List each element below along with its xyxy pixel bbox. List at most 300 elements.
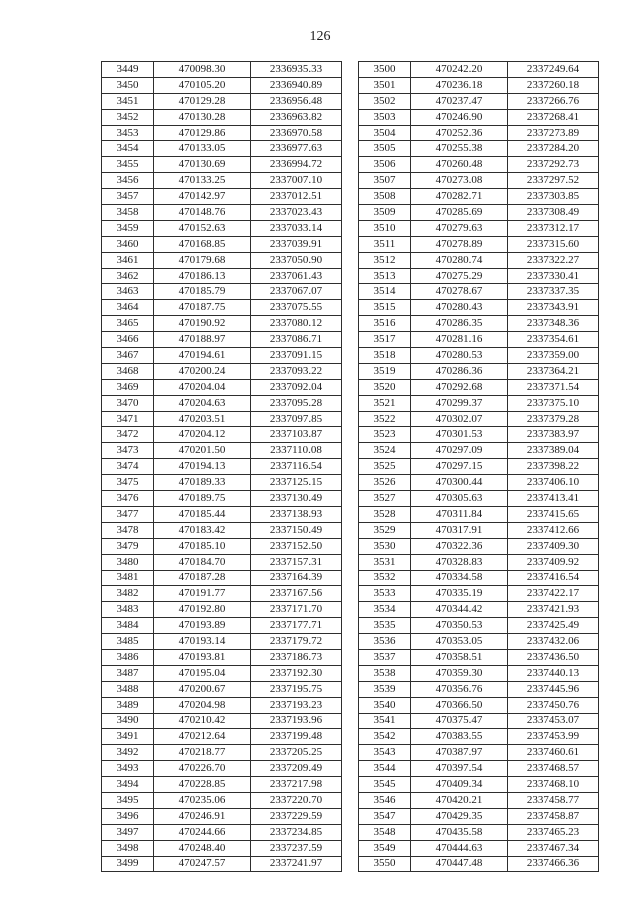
table-row (102, 634, 342, 650)
point-id-cell: 3521 (359, 395, 411, 411)
table-row (359, 427, 599, 443)
table-row (359, 157, 599, 173)
x-coordinate-cell: 470383.55 (411, 729, 508, 745)
table-row (359, 332, 599, 348)
y-coordinate-cell: 2337195.75 (251, 681, 342, 697)
table-row (359, 475, 599, 491)
table-row (359, 252, 599, 268)
point-id-cell: 3506 (359, 157, 411, 173)
point-id-cell: 3453 (102, 125, 154, 141)
table-row (102, 792, 342, 808)
table-row (102, 618, 342, 634)
y-coordinate-cell: 2337130.49 (251, 491, 342, 507)
point-id-cell: 3545 (359, 777, 411, 793)
y-coordinate-cell: 2337138.93 (251, 506, 342, 522)
table-row (102, 586, 342, 602)
y-coordinate-cell: 2337315.60 (508, 236, 599, 252)
x-coordinate-cell: 470185.44 (154, 506, 251, 522)
x-coordinate-cell: 470187.28 (154, 570, 251, 586)
y-coordinate-cell: 2337389.04 (508, 443, 599, 459)
y-coordinate-cell: 2337249.64 (508, 62, 599, 78)
x-coordinate-cell: 470193.89 (154, 618, 251, 634)
x-coordinate-cell: 470317.91 (411, 522, 508, 538)
point-id-cell: 3488 (102, 681, 154, 697)
table-row (359, 411, 599, 427)
x-coordinate-cell: 470246.90 (411, 109, 508, 125)
y-coordinate-cell: 2337330.41 (508, 268, 599, 284)
y-coordinate-cell: 2336940.89 (251, 77, 342, 93)
point-id-cell: 3526 (359, 475, 411, 491)
y-coordinate-cell: 2337234.85 (251, 824, 342, 840)
y-coordinate-cell: 2337354.61 (508, 332, 599, 348)
y-coordinate-cell: 2337412.66 (508, 522, 599, 538)
x-coordinate-cell: 470282.71 (411, 189, 508, 205)
point-id-cell: 3530 (359, 538, 411, 554)
y-coordinate-cell: 2337292.73 (508, 157, 599, 173)
point-id-cell: 3538 (359, 665, 411, 681)
y-coordinate-cell: 2337383.97 (508, 427, 599, 443)
x-coordinate-cell: 470130.28 (154, 109, 251, 125)
table-row (359, 506, 599, 522)
y-coordinate-cell: 2336970.58 (251, 125, 342, 141)
point-id-cell: 3540 (359, 697, 411, 713)
point-id-cell: 3468 (102, 363, 154, 379)
y-coordinate-cell: 2337337.35 (508, 284, 599, 300)
y-coordinate-cell: 2337241.97 (251, 856, 342, 872)
table-row (359, 62, 599, 78)
point-id-cell: 3479 (102, 538, 154, 554)
table-row (359, 141, 599, 157)
table-row (359, 538, 599, 554)
point-id-cell: 3495 (102, 792, 154, 808)
y-coordinate-cell: 2337458.87 (508, 808, 599, 824)
point-id-cell: 3472 (102, 427, 154, 443)
x-coordinate-cell: 470429.35 (411, 808, 508, 824)
x-coordinate-cell: 470194.61 (154, 348, 251, 364)
table-row (359, 443, 599, 459)
x-coordinate-cell: 470193.81 (154, 649, 251, 665)
table-row (359, 522, 599, 538)
table-row (359, 236, 599, 252)
point-id-cell: 3527 (359, 491, 411, 507)
point-id-cell: 3450 (102, 77, 154, 93)
table-row (359, 729, 599, 745)
table-row (359, 125, 599, 141)
y-coordinate-cell: 2337229.59 (251, 808, 342, 824)
x-coordinate-cell: 470189.33 (154, 475, 251, 491)
y-coordinate-cell: 2337091.15 (251, 348, 342, 364)
x-coordinate-cell: 470098.30 (154, 62, 251, 78)
y-coordinate-cell: 2337297.52 (508, 173, 599, 189)
y-coordinate-cell: 2336963.82 (251, 109, 342, 125)
table-row (102, 554, 342, 570)
table-row (102, 649, 342, 665)
table-row (359, 649, 599, 665)
x-coordinate-cell: 470350.53 (411, 618, 508, 634)
y-coordinate-cell: 2337343.91 (508, 300, 599, 316)
x-coordinate-cell: 470192.80 (154, 602, 251, 618)
point-id-cell: 3517 (359, 332, 411, 348)
x-coordinate-cell: 470210.42 (154, 713, 251, 729)
table-row (359, 570, 599, 586)
x-coordinate-cell: 470244.66 (154, 824, 251, 840)
table-row (359, 459, 599, 475)
x-coordinate-cell: 470322.36 (411, 538, 508, 554)
y-coordinate-cell: 2337268.41 (508, 109, 599, 125)
y-coordinate-cell: 2337237.59 (251, 840, 342, 856)
table-row (102, 808, 342, 824)
y-coordinate-cell: 2337458.77 (508, 792, 599, 808)
x-coordinate-cell: 470366.50 (411, 697, 508, 713)
table-row (102, 602, 342, 618)
point-id-cell: 3499 (102, 856, 154, 872)
table-row (102, 475, 342, 491)
point-id-cell: 3543 (359, 745, 411, 761)
point-id-cell: 3525 (359, 459, 411, 475)
x-coordinate-cell: 470300.44 (411, 475, 508, 491)
x-coordinate-cell: 470387.97 (411, 745, 508, 761)
point-id-cell: 3535 (359, 618, 411, 634)
table-row (102, 332, 342, 348)
x-coordinate-cell: 470235.06 (154, 792, 251, 808)
y-coordinate-cell: 2337033.14 (251, 220, 342, 236)
y-coordinate-cell: 2337364.21 (508, 363, 599, 379)
y-coordinate-cell: 2337039.91 (251, 236, 342, 252)
table-row (102, 316, 342, 332)
table-row (102, 252, 342, 268)
table-row (359, 173, 599, 189)
table-row (359, 268, 599, 284)
x-coordinate-cell: 470203.51 (154, 411, 251, 427)
table-row (359, 808, 599, 824)
table-row (102, 125, 342, 141)
point-id-cell: 3466 (102, 332, 154, 348)
table-row (102, 777, 342, 793)
table-row (359, 697, 599, 713)
x-coordinate-cell: 470280.53 (411, 348, 508, 364)
point-id-cell: 3476 (102, 491, 154, 507)
x-coordinate-cell: 470447.48 (411, 856, 508, 872)
table-row (359, 713, 599, 729)
point-id-cell: 3459 (102, 220, 154, 236)
table-row (359, 220, 599, 236)
table-row (102, 173, 342, 189)
table-row (102, 697, 342, 713)
point-id-cell: 3460 (102, 236, 154, 252)
table-row (359, 189, 599, 205)
x-coordinate-cell: 470273.08 (411, 173, 508, 189)
x-coordinate-cell: 470409.34 (411, 777, 508, 793)
point-id-cell: 3467 (102, 348, 154, 364)
y-coordinate-cell: 2337152.50 (251, 538, 342, 554)
table-row (359, 379, 599, 395)
point-id-cell: 3455 (102, 157, 154, 173)
point-id-cell: 3502 (359, 93, 411, 109)
x-coordinate-cell: 470281.16 (411, 332, 508, 348)
y-coordinate-cell: 2337409.30 (508, 538, 599, 554)
x-coordinate-cell: 470200.24 (154, 363, 251, 379)
point-id-cell: 3490 (102, 713, 154, 729)
y-coordinate-cell: 2337023.43 (251, 205, 342, 221)
table-row (102, 62, 342, 78)
x-coordinate-cell: 470305.63 (411, 491, 508, 507)
y-coordinate-cell: 2337322.27 (508, 252, 599, 268)
y-coordinate-cell: 2337097.85 (251, 411, 342, 427)
x-coordinate-cell: 470246.91 (154, 808, 251, 824)
y-coordinate-cell: 2337116.54 (251, 459, 342, 475)
y-coordinate-cell: 2336994.72 (251, 157, 342, 173)
y-coordinate-cell: 2337406.10 (508, 475, 599, 491)
y-coordinate-cell: 2337067.07 (251, 284, 342, 300)
point-id-cell: 3457 (102, 189, 154, 205)
point-id-cell: 3546 (359, 792, 411, 808)
point-id-cell: 3508 (359, 189, 411, 205)
y-coordinate-cell: 2337284.20 (508, 141, 599, 157)
y-coordinate-cell: 2337150.49 (251, 522, 342, 538)
y-coordinate-cell: 2337092.04 (251, 379, 342, 395)
x-coordinate-cell: 470420.21 (411, 792, 508, 808)
y-coordinate-cell: 2337436.50 (508, 649, 599, 665)
point-id-cell: 3462 (102, 268, 154, 284)
x-coordinate-cell: 470193.14 (154, 634, 251, 650)
point-id-cell: 3522 (359, 411, 411, 427)
x-coordinate-cell: 470297.15 (411, 459, 508, 475)
x-coordinate-cell: 470129.28 (154, 93, 251, 109)
x-coordinate-cell: 470201.50 (154, 443, 251, 459)
point-id-cell: 3492 (102, 745, 154, 761)
x-coordinate-cell: 470335.19 (411, 586, 508, 602)
x-coordinate-cell: 470279.63 (411, 220, 508, 236)
x-coordinate-cell: 470133.25 (154, 173, 251, 189)
table-row (102, 506, 342, 522)
table-row (102, 538, 342, 554)
table-row (359, 395, 599, 411)
table-row (102, 395, 342, 411)
y-coordinate-cell: 2337050.90 (251, 252, 342, 268)
y-coordinate-cell: 2337007.10 (251, 173, 342, 189)
table-row (102, 570, 342, 586)
y-coordinate-cell: 2337012.51 (251, 189, 342, 205)
point-id-cell: 3483 (102, 602, 154, 618)
x-coordinate-cell: 470248.40 (154, 840, 251, 856)
y-coordinate-cell: 2337171.70 (251, 602, 342, 618)
x-coordinate-cell: 470142.97 (154, 189, 251, 205)
x-coordinate-cell: 470195.04 (154, 665, 251, 681)
x-coordinate-cell: 470278.89 (411, 236, 508, 252)
y-coordinate-cell: 2337465.23 (508, 824, 599, 840)
table-row (102, 840, 342, 856)
point-id-cell: 3513 (359, 268, 411, 284)
y-coordinate-cell: 2337167.56 (251, 586, 342, 602)
x-coordinate-cell: 470194.13 (154, 459, 251, 475)
x-coordinate-cell: 470353.05 (411, 634, 508, 650)
point-id-cell: 3491 (102, 729, 154, 745)
point-id-cell: 3489 (102, 697, 154, 713)
table-row (359, 363, 599, 379)
point-id-cell: 3519 (359, 363, 411, 379)
y-coordinate-cell: 2337179.72 (251, 634, 342, 650)
table-row (102, 268, 342, 284)
table-row (359, 602, 599, 618)
point-id-cell: 3507 (359, 173, 411, 189)
point-id-cell: 3520 (359, 379, 411, 395)
point-id-cell: 3449 (102, 62, 154, 78)
point-id-cell: 3501 (359, 77, 411, 93)
point-id-cell: 3509 (359, 205, 411, 221)
point-id-cell: 3471 (102, 411, 154, 427)
table-row (102, 745, 342, 761)
point-id-cell: 3510 (359, 220, 411, 236)
x-coordinate-cell: 470260.48 (411, 157, 508, 173)
y-coordinate-cell: 2337193.23 (251, 697, 342, 713)
y-coordinate-cell: 2337177.71 (251, 618, 342, 634)
point-id-cell: 3475 (102, 475, 154, 491)
table-row (359, 761, 599, 777)
table-row (359, 77, 599, 93)
table-row (102, 157, 342, 173)
point-id-cell: 3452 (102, 109, 154, 125)
point-id-cell: 3497 (102, 824, 154, 840)
x-coordinate-cell: 470130.69 (154, 157, 251, 173)
y-coordinate-cell: 2336977.63 (251, 141, 342, 157)
point-id-cell: 3523 (359, 427, 411, 443)
y-coordinate-cell: 2337266.76 (508, 93, 599, 109)
table-row (359, 777, 599, 793)
y-coordinate-cell: 2337186.73 (251, 649, 342, 665)
table-row (102, 443, 342, 459)
y-coordinate-cell: 2336956.48 (251, 93, 342, 109)
point-id-cell: 3528 (359, 506, 411, 522)
point-id-cell: 3480 (102, 554, 154, 570)
point-id-cell: 3458 (102, 205, 154, 221)
table-row (102, 348, 342, 364)
x-coordinate-cell: 470302.07 (411, 411, 508, 427)
x-coordinate-cell: 470299.37 (411, 395, 508, 411)
x-coordinate-cell: 470237.47 (411, 93, 508, 109)
y-coordinate-cell: 2336935.33 (251, 62, 342, 78)
y-coordinate-cell: 2337199.48 (251, 729, 342, 745)
y-coordinate-cell: 2337468.10 (508, 777, 599, 793)
x-coordinate-cell: 470191.77 (154, 586, 251, 602)
y-coordinate-cell: 2337375.10 (508, 395, 599, 411)
y-coordinate-cell: 2337061.43 (251, 268, 342, 284)
x-coordinate-cell: 470184.70 (154, 554, 251, 570)
point-id-cell: 3482 (102, 586, 154, 602)
point-id-cell: 3547 (359, 808, 411, 824)
x-coordinate-cell: 470297.09 (411, 443, 508, 459)
point-id-cell: 3473 (102, 443, 154, 459)
table-row (359, 840, 599, 856)
table-row (359, 205, 599, 221)
point-id-cell: 3484 (102, 618, 154, 634)
x-coordinate-cell: 470292.68 (411, 379, 508, 395)
y-coordinate-cell: 2337080.12 (251, 316, 342, 332)
y-coordinate-cell: 2337075.55 (251, 300, 342, 316)
table-row (102, 141, 342, 157)
table-row (359, 284, 599, 300)
y-coordinate-cell: 2337217.98 (251, 777, 342, 793)
y-coordinate-cell: 2337359.00 (508, 348, 599, 364)
x-coordinate-cell: 470375.47 (411, 713, 508, 729)
y-coordinate-cell: 2337303.85 (508, 189, 599, 205)
y-coordinate-cell: 2337164.39 (251, 570, 342, 586)
y-coordinate-cell: 2337308.49 (508, 205, 599, 221)
point-id-cell: 3464 (102, 300, 154, 316)
point-id-cell: 3503 (359, 109, 411, 125)
table-row (102, 824, 342, 840)
x-coordinate-cell: 470226.70 (154, 761, 251, 777)
x-coordinate-cell: 470435.58 (411, 824, 508, 840)
point-id-cell: 3498 (102, 840, 154, 856)
x-coordinate-cell: 470286.36 (411, 363, 508, 379)
y-coordinate-cell: 2337110.08 (251, 443, 342, 459)
table-row (359, 316, 599, 332)
point-id-cell: 3514 (359, 284, 411, 300)
x-coordinate-cell: 470212.64 (154, 729, 251, 745)
x-coordinate-cell: 470179.68 (154, 252, 251, 268)
y-coordinate-cell: 2337312.17 (508, 220, 599, 236)
table-row (359, 681, 599, 697)
x-coordinate-cell: 470358.51 (411, 649, 508, 665)
x-coordinate-cell: 470204.12 (154, 427, 251, 443)
point-id-cell: 3541 (359, 713, 411, 729)
x-coordinate-cell: 470242.20 (411, 62, 508, 78)
y-coordinate-cell: 2337093.22 (251, 363, 342, 379)
point-id-cell: 3533 (359, 586, 411, 602)
point-id-cell: 3537 (359, 649, 411, 665)
x-coordinate-cell: 470334.58 (411, 570, 508, 586)
x-coordinate-cell: 470236.18 (411, 77, 508, 93)
y-coordinate-cell: 2337466.36 (508, 856, 599, 872)
y-coordinate-cell: 2337193.96 (251, 713, 342, 729)
point-id-cell: 3496 (102, 808, 154, 824)
x-coordinate-cell: 470185.10 (154, 538, 251, 554)
point-id-cell: 3542 (359, 729, 411, 745)
y-coordinate-cell: 2337103.87 (251, 427, 342, 443)
x-coordinate-cell: 470359.30 (411, 665, 508, 681)
y-coordinate-cell: 2337460.61 (508, 745, 599, 761)
table-row (102, 300, 342, 316)
point-id-cell: 3469 (102, 379, 154, 395)
y-coordinate-cell: 2337453.99 (508, 729, 599, 745)
point-id-cell: 3481 (102, 570, 154, 586)
y-coordinate-cell: 2337415.65 (508, 506, 599, 522)
table-row (102, 236, 342, 252)
x-coordinate-cell: 470280.43 (411, 300, 508, 316)
y-coordinate-cell: 2337379.28 (508, 411, 599, 427)
y-coordinate-cell: 2337425.49 (508, 618, 599, 634)
y-coordinate-cell: 2337409.92 (508, 554, 599, 570)
table-row (359, 618, 599, 634)
table-row (359, 93, 599, 109)
y-coordinate-cell: 2337095.28 (251, 395, 342, 411)
x-coordinate-cell: 470190.92 (154, 316, 251, 332)
table-row (359, 634, 599, 650)
point-id-cell: 3550 (359, 856, 411, 872)
x-coordinate-cell: 470228.85 (154, 777, 251, 793)
point-id-cell: 3512 (359, 252, 411, 268)
x-coordinate-cell: 470152.63 (154, 220, 251, 236)
point-id-cell: 3544 (359, 761, 411, 777)
point-id-cell: 3465 (102, 316, 154, 332)
point-id-cell: 3485 (102, 634, 154, 650)
table-row (102, 205, 342, 221)
y-coordinate-cell: 2337453.07 (508, 713, 599, 729)
table-row (359, 586, 599, 602)
table-row (102, 379, 342, 395)
table-row (102, 77, 342, 93)
table-row (359, 348, 599, 364)
